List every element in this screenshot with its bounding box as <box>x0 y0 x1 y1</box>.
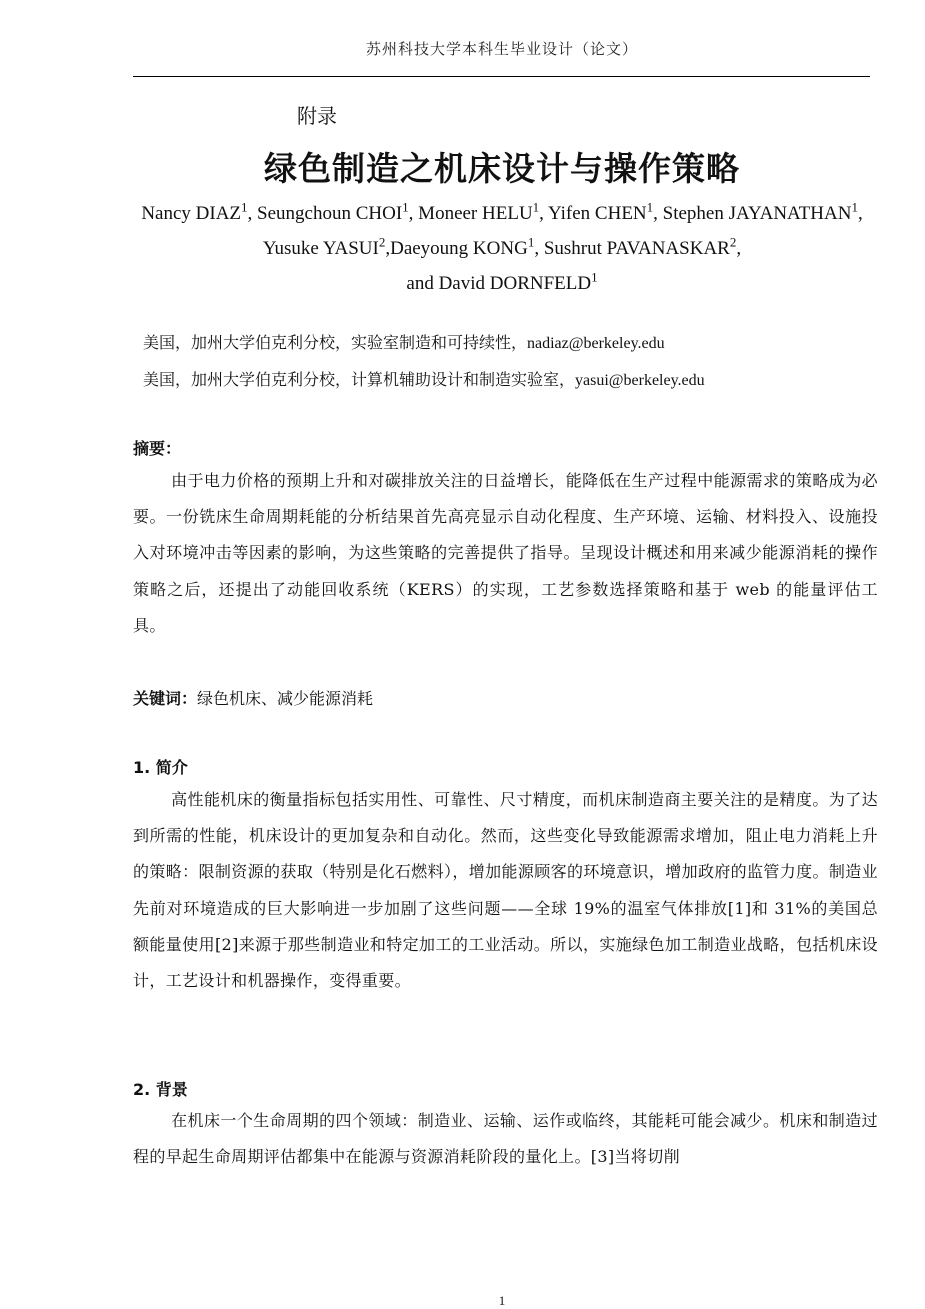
header-rule <box>133 76 870 77</box>
paper-title: 绿色制造之机床设计与操作策略 <box>264 149 740 188</box>
author: Nancy DIAZ$^1$, <box>141 199 258 224</box>
section-heading: 2. 背景 <box>133 1080 188 1099</box>
running-header: 苏州科技大学本科生毕业设计（论文） <box>365 40 638 58</box>
affiliation-2: 美国，加州大学伯克利分校，计算机辅助设计和制造实验室，yasui@berkeley.edu <box>143 372 705 389</box>
section-heading: 1. 简介 <box>133 758 188 777</box>
author: Yifen CHEN$^1$, <box>547 199 663 224</box>
author: and David DORNFELD$^1$ <box>406 269 598 294</box>
author-list <box>130 196 874 301</box>
author: Sushrut PAVANASKAR$^2$, <box>543 234 742 259</box>
author: Stephen JAYANATHAN$^1$, <box>662 199 863 224</box>
author: Seungchoun CHOI$^1$, <box>257 199 419 224</box>
keywords <box>133 686 373 709</box>
section-text: 在机床一个生命周期的四个领域：制造业、运输、运作或临终，其能耗可能会减少。机床和制造过程的早起生命周期评估都集中在能源与资源消耗阶段的量化上。[3]当将切削 <box>133 1111 878 1167</box>
author: Yusuke YASUI$^2$, <box>262 234 391 259</box>
affiliation-1: 美国，加州大学伯克利分校，实验室制造和可持续性，nadiaz@berkeley.edu <box>143 335 665 352</box>
abstract-heading: 摘要： <box>133 439 182 458</box>
keywords-text: 绿色机床、减少能源消耗 <box>197 689 374 708</box>
abstract-text: 由于电力价格的预期上升和对碳排放关注的日益增长，能降低在生产过程中能源需求的策略成为必要。一份铣床生命周期耗能的分析结果首先高亮显示自动化程度、生产环境、运输、材料投入、设施投入对环境冲击等因素的影响，为这些策略的完善提供了指导。呈现设计概述和用来减少能源消耗的操作策略之后，还提出了动能回收系统（KERS）的实现，工艺参数选择策略和基于 web 的能量评估工具。 <box>133 471 878 635</box>
appendix-label: 附录 <box>297 104 337 128</box>
page-number: 1 <box>498 1293 506 1308</box>
author: Moneer HELU$^1$, <box>418 199 548 224</box>
author: Daeyoung KONG$^1$, <box>390 234 544 259</box>
section-text: 高性能机床的衡量指标包括实用性、可靠性、尺寸精度，而机床制造商主要关注的是精度。为了达到所需的性能，机床设计的更加复杂和自动化。然而，这些变化导致能源需求增加，阻止电力消耗上升的策略：限制资源的获取（特别是化石燃料），增加能源顾客的环境意识，增加政府的监管力度。制造业先前对环境造成的巨大影响进一步加剧了这些问题——全球 19%的温室气体排放[1]和 31%的美国总额能量使用[2]来源于那些制造业和特定加工的工业活动。所以，实施绿色加工制造业战略，包括机床设计，工艺设计和机器操作，变得重要。 <box>133 790 878 991</box>
keywords-label: 关键词： <box>133 689 198 708</box>
